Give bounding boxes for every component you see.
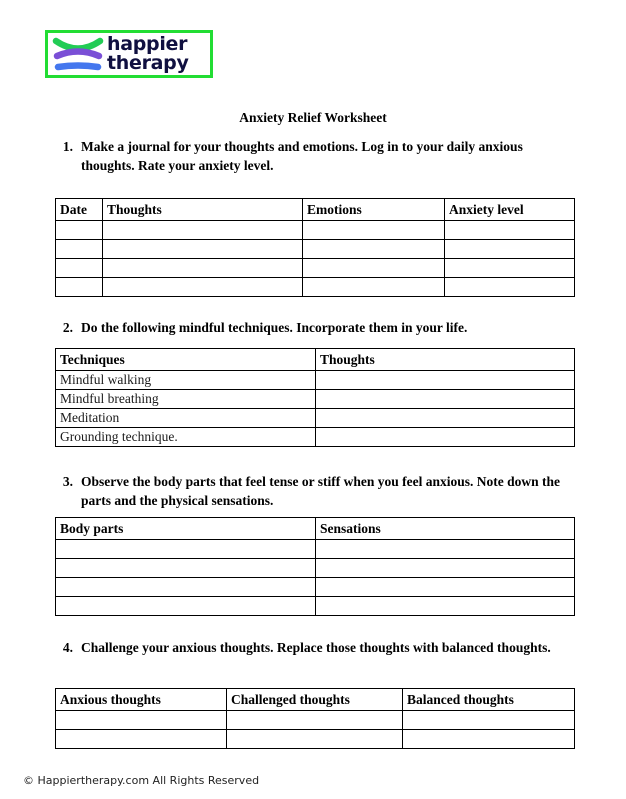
table-cell-filled[interactable]: Meditation [56, 409, 316, 428]
table-cell-blank[interactable] [445, 259, 575, 278]
table-cell-blank[interactable] [316, 371, 575, 390]
table-cell-blank[interactable] [316, 390, 575, 409]
table-column-header: Challenged thoughts [227, 689, 403, 711]
table-cell-filled[interactable]: Mindful breathing [56, 390, 316, 409]
table-cell-blank[interactable] [56, 259, 103, 278]
thought-challenge-table[interactable] [55, 688, 575, 749]
table-cell-blank[interactable] [56, 278, 103, 297]
three-stacked-arcs-icon [51, 34, 105, 74]
table-column-header: Anxious thoughts [56, 689, 227, 711]
table-row[interactable] [56, 390, 575, 409]
table-header-row [56, 349, 575, 371]
table-cell-blank[interactable] [403, 730, 575, 749]
table-cell-blank[interactable] [316, 597, 575, 616]
step-item-2 [53, 318, 573, 337]
table-cell-blank[interactable] [56, 221, 103, 240]
step-item-4 [53, 638, 578, 657]
table-cell-blank[interactable] [103, 278, 303, 297]
table-row[interactable] [56, 371, 575, 390]
table-cell-blank[interactable] [316, 578, 575, 597]
table-cell-blank[interactable] [303, 221, 445, 240]
table-header-row [56, 199, 575, 221]
table-cell-blank[interactable] [403, 711, 575, 730]
step-number-2: 2. [62, 320, 73, 335]
table-cell-blank[interactable] [227, 730, 403, 749]
step-item-1 [53, 137, 573, 175]
step-text-1: Make a journal for your thoughts and emotions. Log in to your daily anxious thoughts. Rate your anxiety level. [81, 139, 523, 173]
table-row[interactable] [56, 409, 575, 428]
brand-logo [45, 30, 213, 78]
table-column-header: Emotions [303, 199, 445, 221]
table-cell-blank[interactable] [303, 278, 445, 297]
table-cell-blank[interactable] [56, 597, 316, 616]
step-number-3: 3. [62, 474, 73, 489]
table-row[interactable] [56, 278, 575, 297]
table-cell-blank[interactable] [56, 578, 316, 597]
table-column-header: Thoughts [316, 349, 575, 371]
table-cell-blank[interactable] [316, 540, 575, 559]
body-sensations-table[interactable] [55, 517, 575, 616]
table-column-header: Techniques [56, 349, 316, 371]
step-text-3: Observe the body parts that feel tense or stiff when you feel anxious. Note down the parts and the physical sensations. [81, 474, 560, 508]
brand-wordmark [107, 35, 189, 73]
brand-wordmark-line2: therapy [107, 52, 189, 74]
table-cell-blank[interactable] [316, 409, 575, 428]
table-row[interactable] [56, 597, 575, 616]
page-title: Anxiety Relief Worksheet [239, 110, 387, 125]
table-column-header: Thoughts [103, 199, 303, 221]
table-cell-blank[interactable] [103, 221, 303, 240]
table-row[interactable] [56, 559, 575, 578]
table-cell-filled[interactable]: Mindful walking [56, 371, 316, 390]
table-row[interactable] [56, 578, 575, 597]
table-row[interactable] [56, 221, 575, 240]
copyright-footer: © Happiertherapy.com All Rights Reserved [23, 774, 260, 787]
table-cell-blank[interactable] [56, 711, 227, 730]
table-cell-blank[interactable] [227, 711, 403, 730]
table-cell-blank[interactable] [303, 240, 445, 259]
table-row[interactable] [56, 428, 575, 447]
table-cell-blank[interactable] [56, 730, 227, 749]
table-column-header: Body parts [56, 518, 316, 540]
mindful-techniques-table[interactable] [55, 348, 575, 447]
table-header-row [56, 689, 575, 711]
table-row[interactable] [56, 240, 575, 259]
step-text-4: Challenge your anxious thoughts. Replace those thoughts with balanced thoughts. [81, 640, 551, 655]
table-header-row [56, 518, 575, 540]
table-column-header: Anxiety level [445, 199, 575, 221]
journal-table[interactable] [55, 198, 575, 297]
table-cell-blank[interactable] [103, 240, 303, 259]
table-cell-blank[interactable] [56, 540, 316, 559]
table-row[interactable] [56, 540, 575, 559]
brand-wordmark-line1: happier [107, 33, 188, 55]
table-row[interactable] [56, 259, 575, 278]
table-cell-blank[interactable] [316, 559, 575, 578]
table-row[interactable] [56, 730, 575, 749]
step-item-3 [53, 472, 573, 510]
table-row[interactable] [56, 711, 575, 730]
table-cell-blank[interactable] [103, 259, 303, 278]
step-number-4: 4. [62, 640, 73, 655]
table-cell-blank[interactable] [56, 559, 316, 578]
table-cell-blank[interactable] [56, 240, 103, 259]
table-cell-filled[interactable]: Grounding technique. [56, 428, 316, 447]
step-text-2: Do the following mindful techniques. Incorporate them in your life. [81, 320, 468, 335]
table-cell-blank[interactable] [445, 221, 575, 240]
step-number-1: 1. [62, 139, 73, 154]
table-cell-blank[interactable] [445, 240, 575, 259]
table-column-header: Date [56, 199, 103, 221]
table-column-header: Balanced thoughts [403, 689, 575, 711]
table-cell-blank[interactable] [303, 259, 445, 278]
table-cell-blank[interactable] [445, 278, 575, 297]
table-cell-blank[interactable] [316, 428, 575, 447]
table-column-header: Sensations [316, 518, 575, 540]
